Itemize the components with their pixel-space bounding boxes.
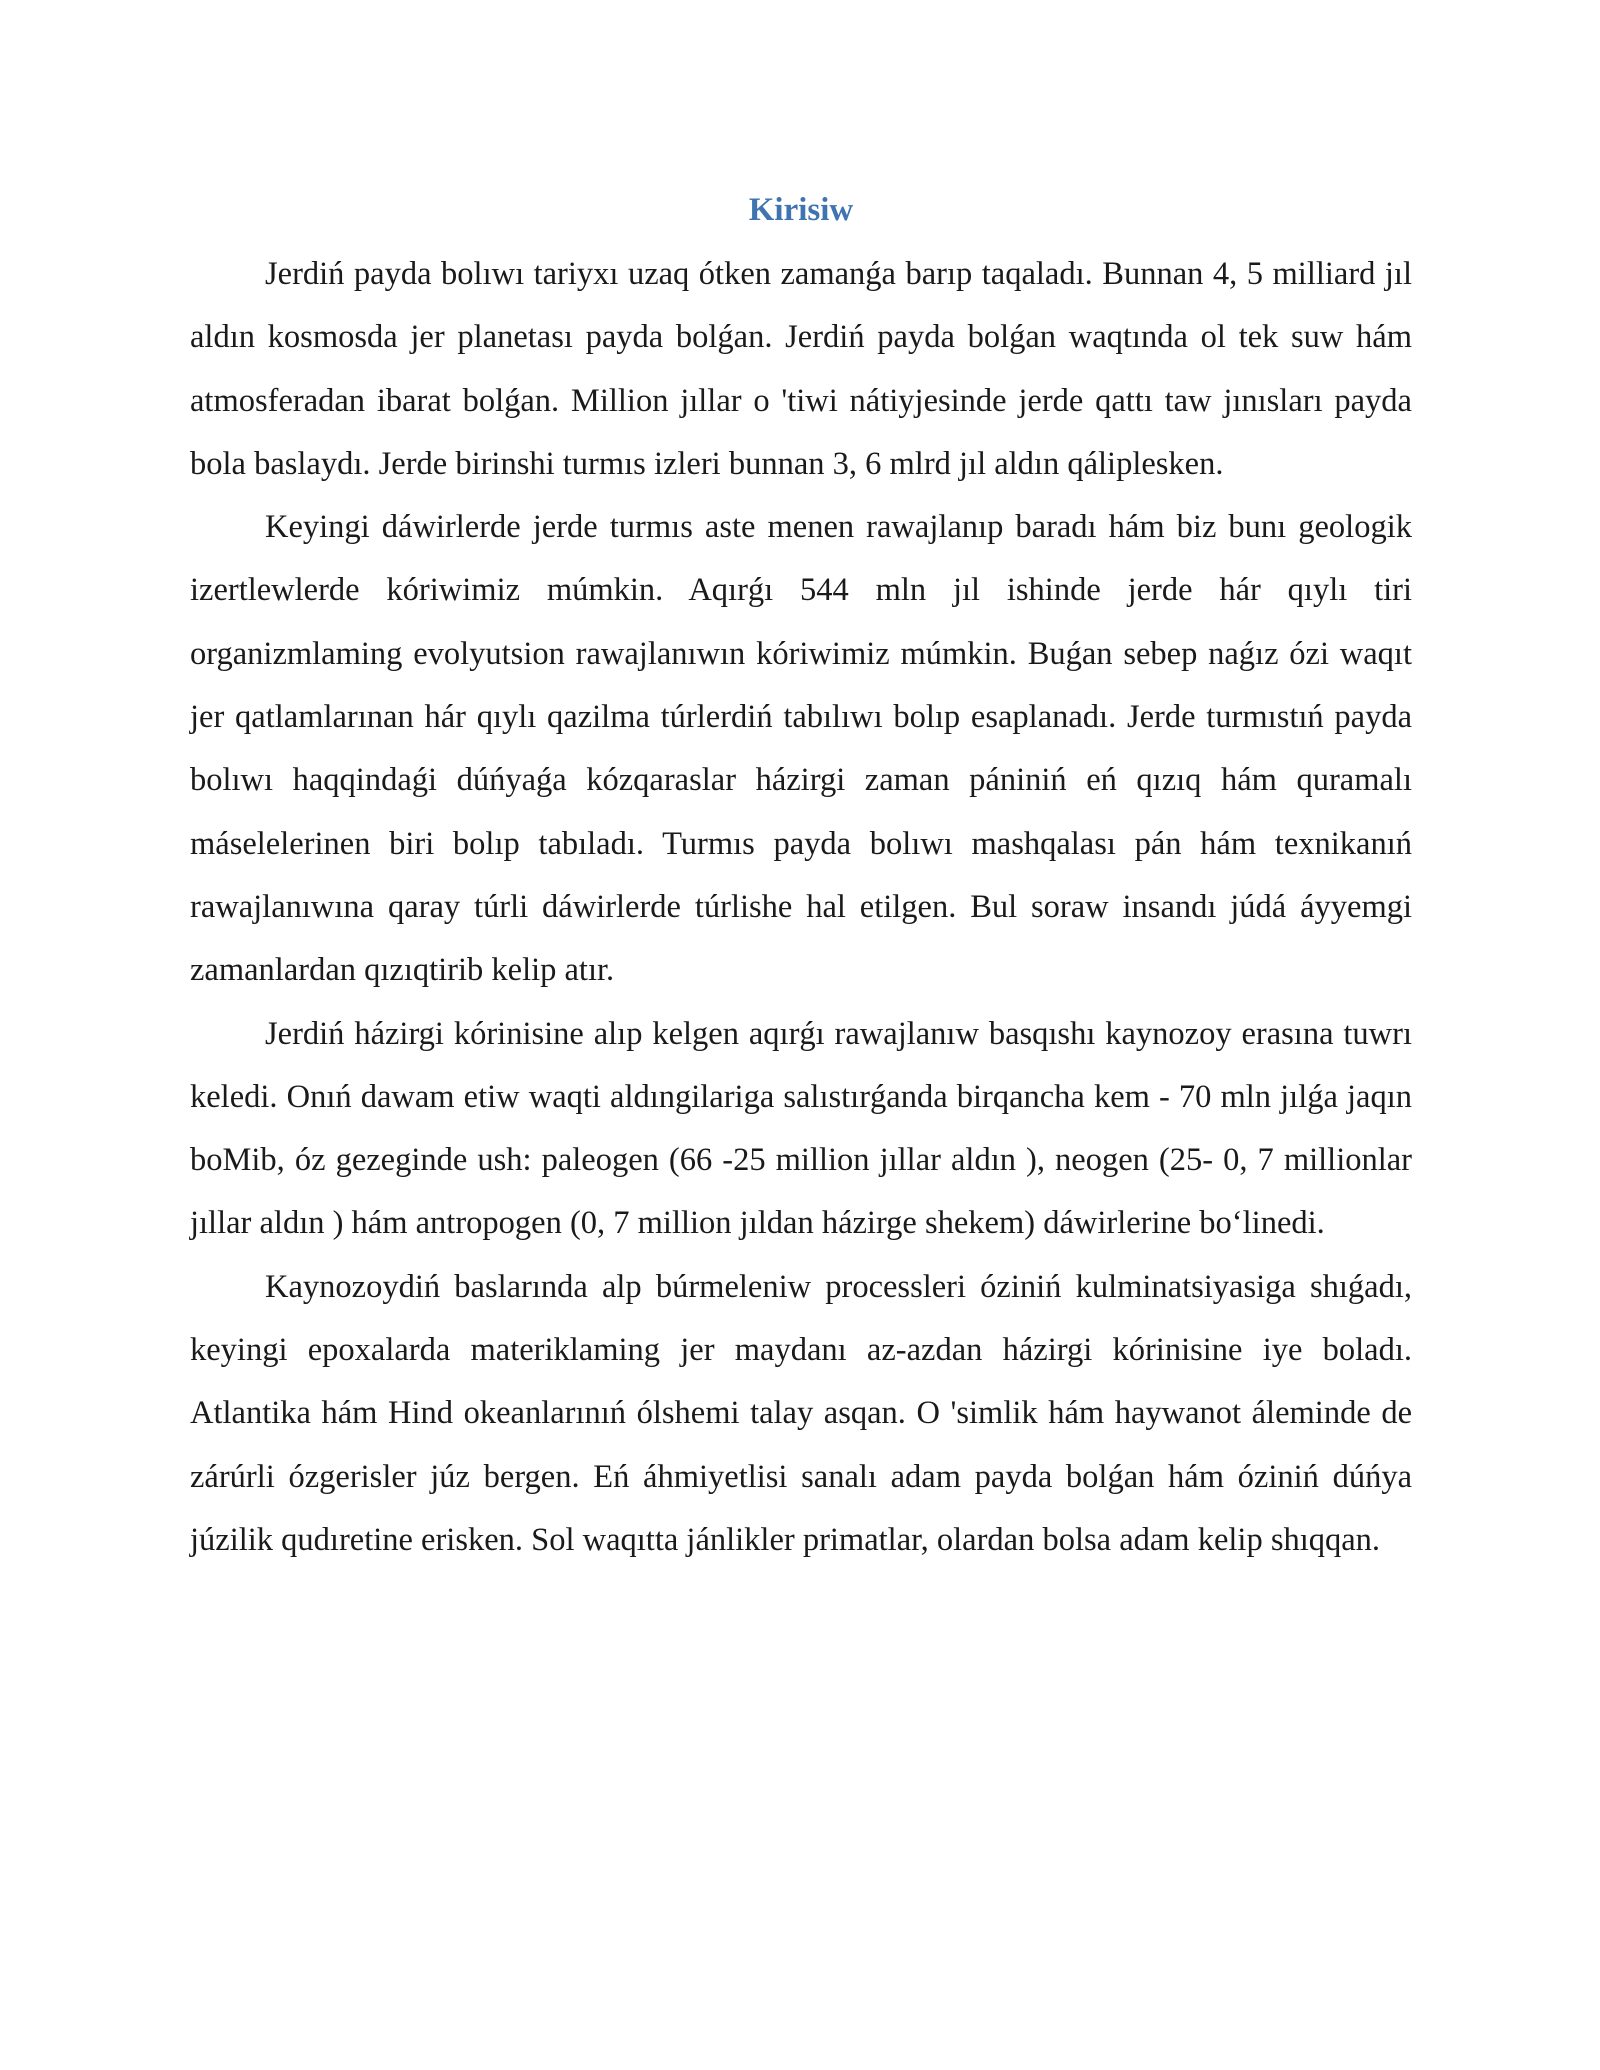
paragraph-2: Keyingi dáwirlerde jerde turmıs aste menen rawajlanıp baradı hám biz bunı geologik izertlewlerde kóriwimiz múmkin. Aqırǵı 544 mln jıl ishinde jerde hár qıylı tiri organizmlaming evolyutsion rawajlanıwın kóriwimiz múmkin. Buǵan sebep naǵız ózi waqıt jer qatlamlarınan hár qıylı qazilma túrlerdiń tabılıwı bolıp esaplanadı. Jerde turmıstıń payda bolıwı haqqindaǵi dúńyaǵa kózqaraslar házirgi zaman pániniń eń qızıq hám quramalı máselelerinen biri bolıp tabıladı. Turmıs payda bolıwı mashqalası pán hám texnikanıń rawajlanıwına qaray túrli dáwirlerde túrlishe hal etilgen. Bul soraw insandı júdá áyyemgi zamanlardan qızıqtirib kelip atır. [190,509,1412,989]
document-title: Kirisiw [748,192,854,228]
document-body [190,185,1412,1572]
paragraph-4: Kaynozoydiń baslarında alp búrmeleniw processleri óziniń kulminatsiyasiga shıǵadı, keyingi epoxalarda materiklaming jer maydanı az-azdan házirgi kórinisine iye boladı. Atlantika hám Hind okeanlarınıń ólshemi talay asqan. O 'simlik hám haywanot áleminde de zárúrli ózgerisler júz bergen. Eń áhmiyetlisi sanalı adam payda bolǵan hám óziniń dúńya júzilik qudıretine erisken. Sol waqıtta jánlikler primatlar, olardan bolsa adam kelip shıqqan. [190,1268,1412,1558]
paragraph-3: Jerdiń házirgi kórinisine alıp kelgen aqırǵı rawajlanıw basqıshı kaynozoy erasına tuwrı keledi. Onıń dawam etiw waqti aldıngilariga salıstırǵanda birqancha kem - 70 mln jılǵa jaqın boMib, óz gezeginde ush: paleogen (66 -25 million jıllar aldın ), neogen (25- 0, 7 millionlar jıllar aldın ) hám antropogen (0, 7 million jıldan házirge shekem) dáwirlerine bo‘linedi. [190,1015,1412,1242]
paragraph-1: Jerdiń payda bolıwı tariyxı uzaq ótken zamanǵa barıp taqaladı. Bunnan 4, 5 milliard jıl aldın kosmosda jer planetası payda bolǵan. Jerdiń payda bolǵan waqtında ol tek suw hám atmosferadan ibarat bolǵan. Million jıllar o 'tiwi nátiyjesinde jerde qattı taw jınısları payda bola baslaydı. Jerde birinshi turmıs izleri bunnan 3, 6 mlrd jıl aldın qáliplesken. [190,256,1412,482]
